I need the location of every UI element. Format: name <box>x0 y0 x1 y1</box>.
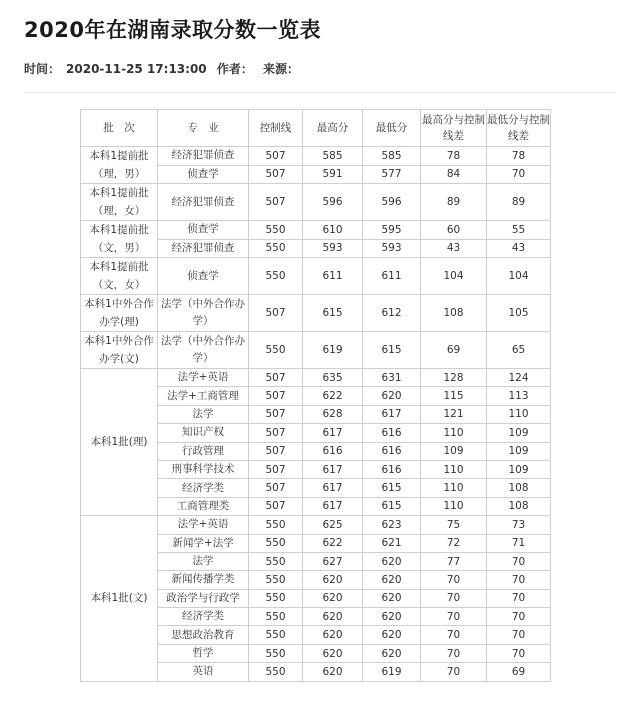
min-cell: 585 <box>363 147 421 166</box>
major-cell: 知识产权 <box>158 424 249 442</box>
control-cell: 550 <box>249 589 303 607</box>
max-cell: 616 <box>303 442 363 460</box>
batch-cell: 本科1提前批（理，女） <box>81 184 158 221</box>
min-cell: 616 <box>363 460 421 478</box>
divider <box>24 92 616 93</box>
max-diff-cell: 128 <box>421 369 487 387</box>
table-row <box>81 147 551 166</box>
major-cell: 经济犯罪侦查 <box>158 184 249 221</box>
min-diff-cell: 110 <box>487 405 551 423</box>
major-cell: 经济犯罪侦查 <box>158 147 249 166</box>
max-diff-cell: 70 <box>421 589 487 607</box>
control-cell: 507 <box>249 387 303 405</box>
min-cell: 611 <box>363 258 421 295</box>
major-cell: 经济犯罪侦查 <box>158 239 249 258</box>
max-cell: 620 <box>303 571 363 589</box>
source-label: 来源： <box>263 62 300 76</box>
min-diff-cell: 78 <box>487 147 551 166</box>
max-diff-cell: 69 <box>421 332 487 369</box>
min-cell: 621 <box>363 534 421 552</box>
max-cell: 620 <box>303 663 363 681</box>
page-title: 2020年在湖南录取分数一览表 <box>24 18 321 42</box>
max-diff-cell: 43 <box>421 239 487 258</box>
max-cell: 619 <box>303 332 363 369</box>
control-cell: 550 <box>249 221 303 240</box>
max-diff-cell: 70 <box>421 644 487 662</box>
major-cell: 侦查学 <box>158 258 249 295</box>
article-meta <box>24 60 305 77</box>
control-cell: 550 <box>249 534 303 552</box>
major-cell: 刑事科学技术 <box>158 460 249 478</box>
max-diff-cell: 72 <box>421 534 487 552</box>
batch-cell: 本科1批(文) <box>81 516 158 682</box>
min-cell: 620 <box>363 387 421 405</box>
max-cell: 617 <box>303 460 363 478</box>
control-cell: 507 <box>249 165 303 184</box>
time-label: 时间： <box>24 62 61 76</box>
min-cell: 620 <box>363 644 421 662</box>
max-cell: 625 <box>303 516 363 534</box>
table-row <box>81 295 551 332</box>
min-cell: 615 <box>363 497 421 515</box>
header-min-score: 最低分 <box>363 110 421 147</box>
min-diff-cell: 70 <box>487 552 551 570</box>
max-diff-cell: 60 <box>421 221 487 240</box>
control-cell: 507 <box>249 460 303 478</box>
min-cell: 620 <box>363 552 421 570</box>
min-diff-cell: 55 <box>487 221 551 240</box>
control-cell: 507 <box>249 405 303 423</box>
control-cell: 507 <box>249 295 303 332</box>
header-max-score: 最高分 <box>303 110 363 147</box>
batch-cell: 本科1中外合作办学(文) <box>81 332 158 369</box>
control-cell: 550 <box>249 626 303 644</box>
control-cell: 550 <box>249 608 303 626</box>
major-cell: 侦查学 <box>158 221 249 240</box>
max-cell: 620 <box>303 608 363 626</box>
min-cell: 595 <box>363 221 421 240</box>
min-cell: 631 <box>363 369 421 387</box>
control-cell: 507 <box>249 184 303 221</box>
min-diff-cell: 70 <box>487 626 551 644</box>
max-cell: 627 <box>303 552 363 570</box>
max-diff-cell: 70 <box>421 626 487 644</box>
max-diff-cell: 77 <box>421 552 487 570</box>
batch-cell: 本科1提前批（文，男） <box>81 221 158 258</box>
max-cell: 596 <box>303 184 363 221</box>
header-control-line: 控制线 <box>249 110 303 147</box>
min-cell: 615 <box>363 332 421 369</box>
min-cell: 616 <box>363 424 421 442</box>
table-row <box>81 258 551 295</box>
table-row <box>81 332 551 369</box>
max-cell: 610 <box>303 221 363 240</box>
time-value: 2020-11-25 17:13:00 <box>66 62 207 76</box>
major-cell: 哲学 <box>158 644 249 662</box>
major-cell: 新闻学+法学 <box>158 534 249 552</box>
table-body <box>81 147 551 682</box>
control-cell: 550 <box>249 332 303 369</box>
max-cell: 620 <box>303 626 363 644</box>
min-diff-cell: 109 <box>487 424 551 442</box>
min-diff-cell: 104 <box>487 258 551 295</box>
control-cell: 550 <box>249 516 303 534</box>
min-cell: 616 <box>363 442 421 460</box>
max-diff-cell: 78 <box>421 147 487 166</box>
max-diff-cell: 104 <box>421 258 487 295</box>
table-row <box>81 369 551 387</box>
min-diff-cell: 69 <box>487 663 551 681</box>
table-row <box>81 184 551 221</box>
max-diff-cell: 84 <box>421 165 487 184</box>
control-cell: 507 <box>249 424 303 442</box>
max-cell: 611 <box>303 258 363 295</box>
max-cell: 628 <box>303 405 363 423</box>
control-cell: 550 <box>249 663 303 681</box>
min-diff-cell: 71 <box>487 534 551 552</box>
min-cell: 619 <box>363 663 421 681</box>
control-cell: 507 <box>249 442 303 460</box>
min-cell: 577 <box>363 165 421 184</box>
table-header-row <box>81 110 551 147</box>
max-diff-cell: 110 <box>421 460 487 478</box>
control-cell: 507 <box>249 479 303 497</box>
min-diff-cell: 70 <box>487 589 551 607</box>
min-diff-cell: 65 <box>487 332 551 369</box>
major-cell: 法学 <box>158 552 249 570</box>
max-diff-cell: 70 <box>421 608 487 626</box>
score-table <box>80 109 551 682</box>
max-cell: 615 <box>303 295 363 332</box>
major-cell: 新闻传播学类 <box>158 571 249 589</box>
control-cell: 550 <box>249 644 303 662</box>
major-cell: 法学+工商管理 <box>158 387 249 405</box>
major-cell: 思想政治教育 <box>158 626 249 644</box>
table-row <box>81 221 551 240</box>
max-diff-cell: 108 <box>421 295 487 332</box>
header-min-diff: 最低分与控制线差 <box>487 110 551 147</box>
major-cell: 法学（中外合作办学） <box>158 295 249 332</box>
max-diff-cell: 110 <box>421 479 487 497</box>
batch-cell: 本科1提前批（理，男） <box>81 147 158 184</box>
min-diff-cell: 73 <box>487 516 551 534</box>
max-cell: 620 <box>303 644 363 662</box>
min-cell: 612 <box>363 295 421 332</box>
min-cell: 623 <box>363 516 421 534</box>
min-diff-cell: 89 <box>487 184 551 221</box>
min-diff-cell: 70 <box>487 644 551 662</box>
major-cell: 政治学与行政学 <box>158 589 249 607</box>
max-diff-cell: 109 <box>421 442 487 460</box>
max-diff-cell: 110 <box>421 497 487 515</box>
max-cell: 585 <box>303 147 363 166</box>
major-cell: 法学 <box>158 405 249 423</box>
major-cell: 法学+英语 <box>158 516 249 534</box>
max-diff-cell: 89 <box>421 184 487 221</box>
min-diff-cell: 113 <box>487 387 551 405</box>
min-diff-cell: 43 <box>487 239 551 258</box>
control-cell: 507 <box>249 497 303 515</box>
max-cell: 622 <box>303 534 363 552</box>
min-cell: 620 <box>363 608 421 626</box>
min-diff-cell: 109 <box>487 460 551 478</box>
max-diff-cell: 115 <box>421 387 487 405</box>
control-cell: 507 <box>249 369 303 387</box>
batch-cell: 本科1批(理) <box>81 369 158 516</box>
min-cell: 617 <box>363 405 421 423</box>
min-cell: 620 <box>363 571 421 589</box>
min-cell: 593 <box>363 239 421 258</box>
max-diff-cell: 70 <box>421 571 487 589</box>
min-diff-cell: 108 <box>487 479 551 497</box>
major-cell: 法学（中外合作办学） <box>158 332 249 369</box>
control-cell: 550 <box>249 258 303 295</box>
major-cell: 行政管理 <box>158 442 249 460</box>
max-cell: 617 <box>303 497 363 515</box>
batch-cell: 本科1中外合作办学(理) <box>81 295 158 332</box>
max-diff-cell: 110 <box>421 424 487 442</box>
min-diff-cell: 105 <box>487 295 551 332</box>
table-row <box>81 516 551 534</box>
major-cell: 法学+英语 <box>158 369 249 387</box>
min-diff-cell: 70 <box>487 608 551 626</box>
min-cell: 615 <box>363 479 421 497</box>
min-diff-cell: 109 <box>487 442 551 460</box>
control-cell: 507 <box>249 147 303 166</box>
min-diff-cell: 108 <box>487 497 551 515</box>
header-max-diff: 最高分与控制线差 <box>421 110 487 147</box>
min-diff-cell: 70 <box>487 571 551 589</box>
major-cell: 侦查学 <box>158 165 249 184</box>
header-batch: 批 次 <box>81 110 158 147</box>
major-cell: 工商管理类 <box>158 497 249 515</box>
max-cell: 622 <box>303 387 363 405</box>
max-cell: 620 <box>303 589 363 607</box>
max-cell: 591 <box>303 165 363 184</box>
control-cell: 550 <box>249 552 303 570</box>
min-diff-cell: 124 <box>487 369 551 387</box>
major-cell: 经济学类 <box>158 479 249 497</box>
max-cell: 593 <box>303 239 363 258</box>
min-cell: 596 <box>363 184 421 221</box>
author-label: 作者： <box>216 62 253 76</box>
major-cell: 经济学类 <box>158 608 249 626</box>
max-diff-cell: 121 <box>421 405 487 423</box>
max-cell: 635 <box>303 369 363 387</box>
max-cell: 617 <box>303 479 363 497</box>
max-diff-cell: 70 <box>421 663 487 681</box>
max-diff-cell: 75 <box>421 516 487 534</box>
control-cell: 550 <box>249 571 303 589</box>
batch-cell: 本科1提前批（文，女） <box>81 258 158 295</box>
major-cell: 英语 <box>158 663 249 681</box>
min-diff-cell: 70 <box>487 165 551 184</box>
control-cell: 550 <box>249 239 303 258</box>
max-cell: 617 <box>303 424 363 442</box>
header-major: 专 业 <box>158 110 249 147</box>
min-cell: 620 <box>363 626 421 644</box>
min-cell: 620 <box>363 589 421 607</box>
